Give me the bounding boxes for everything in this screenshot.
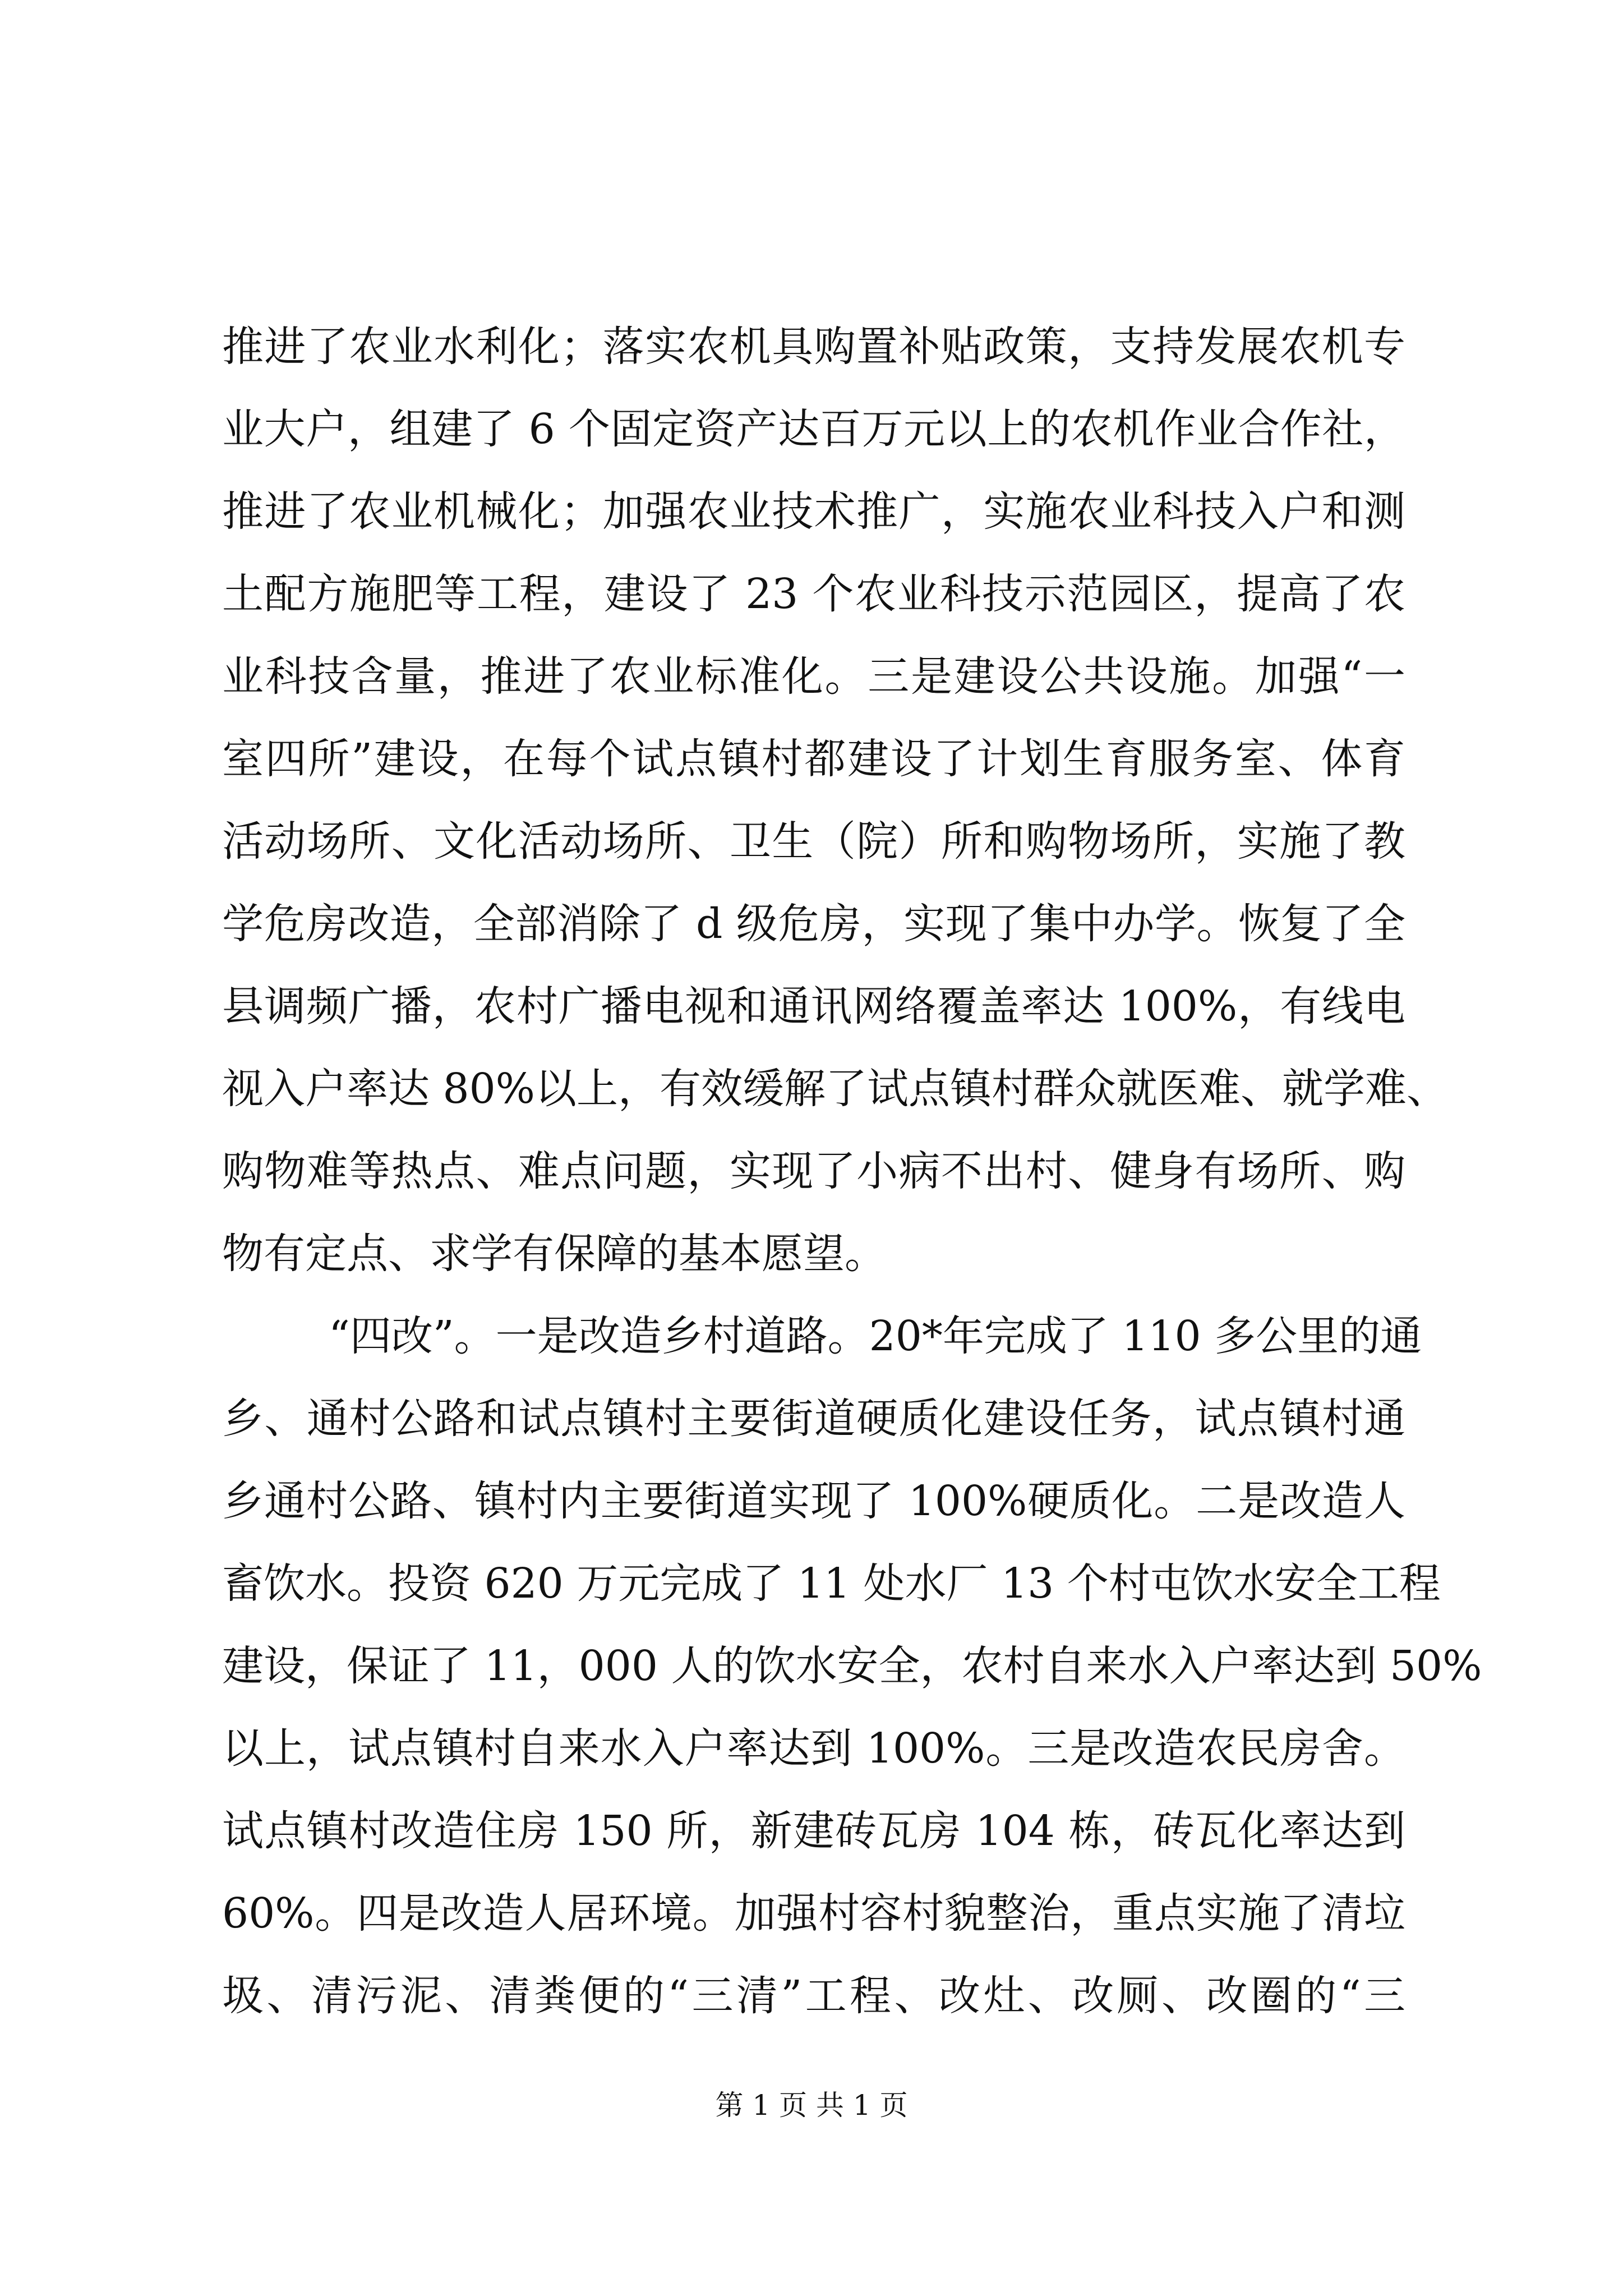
text-line-2: 业大户，组建了 6 个固定资产达百万元以上的农机作业合作社， bbox=[222, 405, 1405, 453]
text-line-6: 室四所”建设，在每个试点镇村都建设了计划生育服务室、体育 bbox=[222, 735, 1405, 783]
text-line-14: 乡、通村公路和试点镇村主要街道硬质化建设任务，试点镇村通 bbox=[222, 1395, 1405, 1443]
text-line-19: 试点镇村改造住房 150 所，新建砖瓦房 104 栋，砖瓦化率达到 bbox=[222, 1807, 1405, 1855]
text-line-21: 圾、清污泥、清粪便的“三清”工程、改灶、改厕、改圈的“三 bbox=[222, 1972, 1405, 2020]
text-line-11: 购物难等热点、难点问题，实现了小病不出村、健身有场所、购 bbox=[222, 1147, 1405, 1195]
text-line-16: 畜饮水。投资 620 万元完成了 11 处水厂 13 个村屯饮水安全工程 bbox=[222, 1559, 1441, 1608]
text-line-1: 推进了农业水利化；落实农机具购置补贴政策，支持发展农机专 bbox=[222, 323, 1405, 371]
text-line-12: 物有定点、求学有保障的基本愿望。 bbox=[222, 1230, 886, 1278]
paragraph-start-line: “四改”。一是改造乡村道路。20*年完成了 110 多公里的通 bbox=[329, 1312, 1422, 1360]
text-line-4: 土配方施肥等工程，建设了 23 个农业科技示范园区，提高了农 bbox=[222, 570, 1405, 618]
text-line-9: 县调频广播，农村广播电视和通讯网络覆盖率达 100%，有线电 bbox=[222, 982, 1405, 1030]
text-line-10: 视入户率达 80%以上，有效缓解了试点镇村群众就医难、就学难、 bbox=[222, 1065, 1448, 1113]
text-line-15: 乡通村公路、镇村内主要街道实现了 100%硬质化。二是改造人 bbox=[222, 1477, 1405, 1525]
text-line-18: 以上，试点镇村自来水入户率达到 100%。三是改造农民房舍。 bbox=[222, 1724, 1405, 1773]
text-line-8: 学危房改造，全部消除了 d 级危房，实现了集中办学。恢复了全 bbox=[222, 900, 1405, 948]
text-line-3: 推进了农业机械化；加强农业技术推广，实施农业科技入户和测 bbox=[222, 487, 1405, 536]
text-line-7: 活动场所、文化活动场所、卫生（院）所和购物场所，实施了教 bbox=[222, 817, 1405, 866]
text-line-17: 建设，保证了 11，000 人的饮水安全，农村自来水入户率达到 50% bbox=[222, 1642, 1482, 1690]
text-line-5: 业科技含量，推进了农业标准化。三是建设公共设施。加强“一 bbox=[222, 652, 1405, 701]
text-line-20: 60%。四是改造人居环境。加强村容村貌整治，重点实施了清垃 bbox=[222, 1889, 1405, 1938]
page-number-footer: 第 1 页 共 1 页 bbox=[715, 2089, 908, 2122]
